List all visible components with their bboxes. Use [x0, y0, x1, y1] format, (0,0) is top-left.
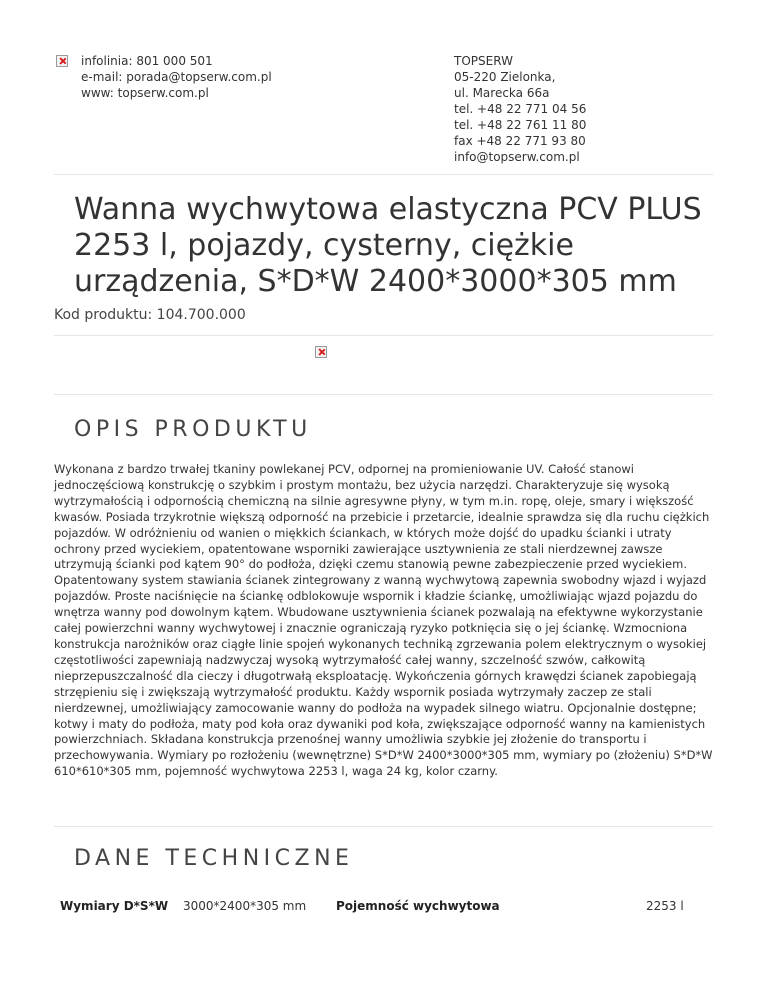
product-image-broken-icon: [315, 346, 327, 358]
product-code: Kod produktu: 104.700.000: [54, 307, 246, 323]
specs-heading: DANE TECHNICZNE: [74, 846, 354, 871]
fax: fax +48 22 771 93 80: [454, 134, 586, 148]
divider: [54, 826, 713, 827]
divider: [54, 394, 713, 395]
phone-2: tel. +48 22 761 11 80: [454, 118, 587, 132]
phone-1: tel. +48 22 771 04 56: [454, 102, 587, 116]
divider: [54, 174, 713, 175]
spec-value-capacity: 2253 l: [646, 899, 684, 913]
hotline-text: infolinia: 801 000 501: [81, 54, 213, 68]
product-title: Wanna wychwytowa elastyczna PCV PLUS 2253 l, pojazdy, cysterny, ciężkie urządzenia, S*D*W 2400*3000*305 mm: [74, 192, 702, 299]
spec-value-dimensions: 3000*2400*305 mm: [183, 899, 307, 913]
divider: [54, 335, 713, 336]
address-street: ul. Marecka 66a: [454, 86, 550, 100]
website-text[interactable]: www: topserw.com.pl: [81, 86, 209, 100]
company-email[interactable]: info@topserw.com.pl: [454, 150, 580, 164]
spec-label-capacity: Pojemność wychwytowa: [336, 899, 500, 913]
spec-label-dimensions: Wymiary D*S*W: [60, 899, 169, 913]
contact-info-left: [81, 53, 272, 101]
logo-image-broken-icon: [56, 55, 68, 67]
address-city: 05-220 Zielonka,: [454, 70, 556, 84]
product-description: Wykonana z bardzo trwałej tkaniny powlekanej PCV, odpornej na promieniowanie UV. Całość stanowi jednoczęściową konstrukcję o szybkim i prostym montażu, bez użycia narzędzi. Charakteryzuje się wysoką wytrzymałością i odpornością chemiczną na silnie agresywne płyny, w tym m.in. ropę, oleje, smary i większość kwasów. Posiada trzykrotnie większą odporność na przebicie i przetarcie, idealnie sprawdza się dla ruchu ciężkich pojazdów. W odróżnieniu od wanien o miękkich ściankach, w których może dojść do upadku ścianki i utraty ochrony przed wyciekiem, opatentowane wsporniki zawierające usztywnienia ze stali nierdzewnej zawsze utrzymują ścianki pod kątem 90° do podłoża, dzięki czemu stanowią pewne zabezpieczenie przed wyciekiem. Opatentowany system stawiania ścianek zintegrowany z wanną wychwytową zapewnia swobodny wjazd i wyjazd pojazdów. Proste naciśnięcie na ściankę odblokowuje wspornik i kładzie ściankę, umożliwiając wjazd pojazdu do wnętrza wanny pod dowolnym kątem. Wbudowane usztywnienia ścianek pozwalają na efektywne wykorzystanie całej powierzchni wanny wychwytowej i znacznie ograniczają ryzyko potknięcia się o jej ściankę. Wzmocniona konstrukcja narożników oraz ciągłe linie spojeń wykonanych techniką zgrzewania polem elektrycznym o wysokiej częstotliwości zapewniają nadzwyczaj wysoką wytrzymałość całej wanny, szczelność szwów, całkowitą nieprzepuszczalność dla cieczy i długotrwałą eksploatację. Wykończenia górnych krawędzi ścianek zapobiegają strzępieniu się i zwiększają wytrzymałość produktu. Każdy wspornik posiada wytrzymały zaczep ze stali nierdzewnej, umożliwiający zamocowanie wanny do podłoża na wypadek silnego wiatru. Opcjonalnie dostępne; kotwy i maty do podłoża, maty pod koła oraz dywaniki pod koła, zwiększające odporność wanny na kamienistych powierzchniach. Składana konstrukcja przenośnej wanny umożliwia szybkie jej złożenie do transportu i przechowywania. Wymiary po rozłożeniu (wewnętrzne) S*D*W 2400*3000*305 mm, wymiary po (złożeniu) S*D*W 610*610*305 mm, pojemność wychwytowa 2253 l, waga 24 kg, kolor czarny.: [54, 462, 713, 779]
email-text[interactable]: e-mail: porada@topserw.com.pl: [81, 70, 272, 84]
specs-row: [0, 898, 768, 916]
company-name: TOPSERW: [454, 54, 513, 68]
company-address: [454, 53, 586, 165]
description-heading: OPIS PRODUKTU: [74, 417, 312, 442]
